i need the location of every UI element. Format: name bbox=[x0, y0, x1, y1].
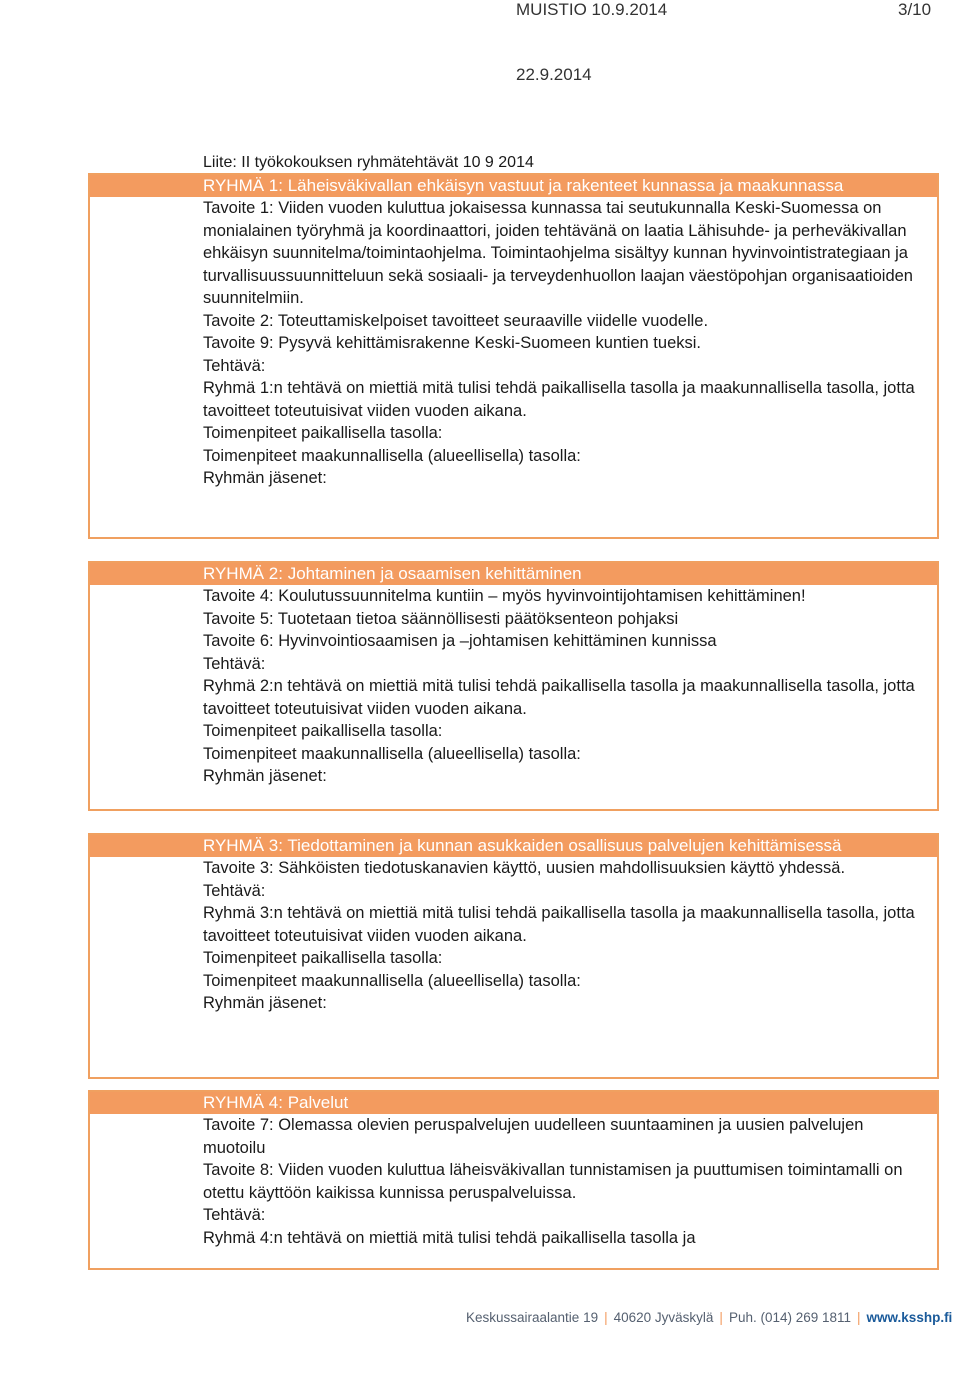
header-title: MUISTIO 10.9.2014 bbox=[516, 0, 668, 19]
group-3-body bbox=[90, 857, 937, 1021]
group-2-line: Tavoite 6: Hyvinvointiosaamisen ja –johtamisen kehittäminen kunnissa bbox=[203, 632, 717, 650]
group-1-line: Tavoite 9: Pysyvä kehittämisrakenne Keski-Suomeen kuntien tueksi. bbox=[203, 334, 701, 352]
page-footer bbox=[466, 1310, 952, 1325]
group-1-line: Tavoite 1: Viiden vuoden kuluttua jokaisessa kunnassa tai seutukunnalla Keski-Suomessa on monialainen työryhmä ja koordinaattori, joiden tehtävänä on laatia Lähisuhde- ja perheväkivallan ehkäisyn suunnitelma/toimintaohjelma. Toimintaohjelma sisältyy kunnan hyvinvointistrategiaan ja turvallisuussuunnitteluun sekä sosiaali- ja terveydenhuollon laajan väestöpohjan organisaatioiden suunnitelmiin. bbox=[203, 199, 913, 307]
group-4-box bbox=[88, 1090, 939, 1270]
group-2-line: Toimenpiteet paikallisella tasolla: bbox=[203, 722, 443, 740]
group-2-line: Ryhmän jäsenet: bbox=[203, 767, 327, 785]
group-1-box bbox=[88, 173, 939, 539]
footer-web-link[interactable]: www.ksshp.fi bbox=[866, 1310, 953, 1325]
footer-separator: | bbox=[719, 1310, 723, 1325]
group-1-line: Toimenpiteet paikallisella tasolla: bbox=[203, 424, 443, 442]
group-1-title: RYHMÄ 1: Läheisväkivallan ehkäisyn vastuut ja rakenteet kunnassa ja maakunnassa bbox=[90, 175, 937, 197]
group-1-line: Toimenpiteet maakunnallisella (alueellisella) tasolla: bbox=[203, 446, 581, 465]
group-3-line: Ryhmä 3:n tehtävä on miettiä mitä tulisi tehdä paikallisella tasolla ja maakunnallisella tasolla, jotta tavoitteet toteutuisivat viiden vuoden aikana. bbox=[203, 904, 915, 945]
group-2-body bbox=[90, 585, 937, 794]
group-2-box bbox=[88, 561, 939, 811]
group-1-body bbox=[90, 197, 937, 496]
group-1-line: Tavoite 2: Toteuttamiskelpoiset tavoitteet seuraaville viidelle vuodelle. bbox=[203, 311, 709, 330]
group-4-line: Tavoite 8: Viiden vuoden kuluttua läheisväkivallan tunnistamisen ja puuttumisen toimintamalli on otettu käyttöön kaikissa kunnissa peruspalveluissa. bbox=[203, 1161, 903, 1202]
group-2-line: Tavoite 5: Tuotetaan tietoa säännöllisesti päätöksenteon pohjaksi bbox=[203, 609, 679, 628]
intro-line: Liite: II työkokouksen ryhmätehtävät 10 9 2014 bbox=[203, 154, 534, 171]
group-2-line: Tavoite 4: Koulutussuunnitelma kuntiin – myös hyvinvointijohtamisen kehittäminen! bbox=[203, 587, 806, 605]
group-4-line: Tavoite 7: Olemassa olevien peruspalvelujen uudelleen suuntaaminen ja uusien palvelujen muotoilu bbox=[203, 1116, 864, 1157]
group-3-line: Toimenpiteet paikallisella tasolla: bbox=[203, 949, 443, 967]
group-3-line: Tehtävä: bbox=[203, 881, 266, 900]
group-1-line: Ryhmä 1:n tehtävä on miettiä mitä tulisi tehdä paikallisella tasolla ja maakunnallisella tasolla, jotta tavoitteet toteutuisivat viiden vuoden aikana. bbox=[203, 379, 915, 420]
group-1-line: Ryhmän jäsenet: bbox=[203, 469, 327, 487]
group-3-box bbox=[88, 833, 939, 1079]
group-4-title: RYHMÄ 4: Palvelut bbox=[90, 1092, 937, 1114]
footer-phone: Puh. (014) 269 1811 bbox=[728, 1310, 852, 1325]
group-2-line: Toimenpiteet maakunnallisella (alueellisella) tasolla: bbox=[203, 744, 581, 763]
footer-separator: | bbox=[604, 1310, 608, 1325]
group-3-title: RYHMÄ 3: Tiedottaminen ja kunnan asukkaiden osallisuus palvelujen kehittämisessä bbox=[90, 835, 937, 857]
group-2-line: Ryhmä 2:n tehtävä on miettiä mitä tulisi tehdä paikallisella tasolla ja maakunnallisella tasolla, jotta tavoitteet toteutuisivat viiden vuoden aikana. bbox=[203, 677, 915, 718]
group-2-line: Tehtävä: bbox=[203, 654, 266, 673]
group-3-line: Ryhmän jäsenet: bbox=[203, 994, 327, 1012]
group-4-body bbox=[90, 1114, 937, 1255]
group-3-line: Toimenpiteet maakunnallisella (alueellisella) tasolla: bbox=[203, 971, 581, 990]
group-2-title: RYHMÄ 2: Johtaminen ja osaamisen kehittäminen bbox=[90, 563, 937, 585]
group-1-line: Tehtävä: bbox=[203, 356, 266, 375]
footer-separator: | bbox=[857, 1310, 861, 1325]
group-4-line: Ryhmä 4:n tehtävä on miettiä mitä tulisi tehdä paikallisella tasolla ja bbox=[203, 1228, 696, 1247]
document-date: 22.9.2014 bbox=[516, 65, 592, 84]
footer-address: Keskussairaalantie 19 bbox=[466, 1310, 599, 1325]
page-number: 3/10 bbox=[898, 0, 932, 19]
footer-postal: 40620 Jyväskylä bbox=[613, 1310, 714, 1325]
group-4-line: Tehtävä: bbox=[203, 1206, 266, 1224]
group-3-line: Tavoite 3: Sähköisten tiedotuskanavien käyttö, uusien mahdollisuuksien käyttö yhdessä. bbox=[203, 859, 846, 877]
